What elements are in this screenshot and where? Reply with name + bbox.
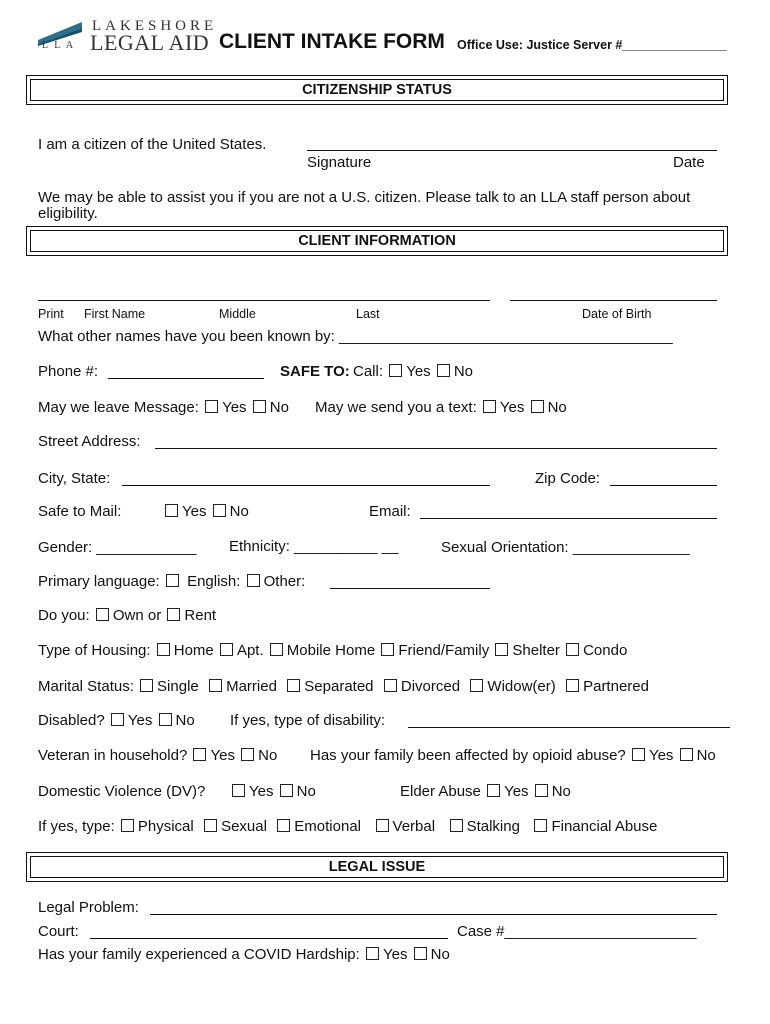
- stalking-label: Stalking: [466, 818, 520, 835]
- sexual-orientation-field[interactable]: Sexual Orientation: ______________: [441, 539, 690, 556]
- court-line[interactable]: [90, 938, 448, 939]
- send-text-label: May we send you a text:: [315, 399, 477, 416]
- other-language-line[interactable]: [330, 588, 490, 589]
- rent-label: Rent: [184, 607, 217, 624]
- disability-type-label: If yes, type of disability:: [230, 712, 386, 729]
- shelter-checkbox[interactable]: [495, 643, 508, 656]
- verbal-checkbox[interactable]: [376, 819, 389, 832]
- zip-label: Zip Code:: [535, 470, 601, 487]
- call-no-checkbox[interactable]: [437, 364, 450, 377]
- language-label: Primary language:: [38, 573, 160, 590]
- yes-label: Yes: [382, 946, 408, 963]
- full-name-line[interactable]: [38, 300, 490, 301]
- citizen-statement: I am a citizen of the United States.: [38, 136, 267, 153]
- friend-family-label: Friend/Family: [398, 642, 490, 659]
- street-line[interactable]: [155, 448, 717, 449]
- legal-problem-label: Legal Problem:: [38, 899, 139, 916]
- email-line[interactable]: [420, 518, 717, 519]
- financial-label: Financial Abuse: [551, 818, 658, 835]
- date-label: Date: [673, 154, 705, 171]
- disability-type-line[interactable]: [408, 727, 730, 728]
- veteran-no-checkbox[interactable]: [241, 748, 254, 761]
- last-name-label: Last: [356, 307, 380, 321]
- no-label: No: [453, 363, 474, 380]
- text-yes-checkbox[interactable]: [483, 400, 496, 413]
- no-label: No: [430, 946, 450, 963]
- disabled-no-checkbox[interactable]: [159, 713, 172, 726]
- text-no-checkbox[interactable]: [531, 400, 544, 413]
- dob-label: Date of Birth: [582, 307, 652, 321]
- first-name-label: First Name: [84, 307, 146, 321]
- yes-label: Yes: [499, 399, 525, 416]
- section-heading: LEGAL ISSUE: [30, 856, 724, 878]
- housing-label: Type of Housing:: [38, 642, 151, 659]
- yes-label: Yes: [504, 783, 529, 800]
- yes-label: Yes: [222, 399, 247, 416]
- home-checkbox[interactable]: [157, 643, 170, 656]
- phone-line[interactable]: [108, 378, 264, 379]
- city-state-label: City, State:: [38, 470, 111, 487]
- middle-name-label: Middle: [219, 307, 256, 321]
- phone-label: Phone #:: [38, 363, 99, 380]
- street-label: Street Address:: [38, 433, 141, 450]
- covid-yes-checkbox[interactable]: [366, 947, 379, 960]
- condo-label: Condo: [583, 642, 628, 659]
- financial-checkbox[interactable]: [534, 819, 547, 832]
- elder-abuse-label: Elder Abuse: [400, 783, 481, 800]
- single-label: Single: [157, 678, 199, 695]
- no-label: No: [547, 399, 567, 416]
- disabled-yes-checkbox[interactable]: [111, 713, 124, 726]
- signature-label: Signature: [307, 154, 372, 171]
- form-title: CLIENT INTAKE FORM: [219, 30, 445, 53]
- other-names-field[interactable]: What other names have you been known by: ________________________________________: [38, 328, 673, 345]
- married-checkbox[interactable]: [209, 679, 222, 692]
- section-heading: CLIENT INFORMATION: [30, 230, 724, 252]
- no-label: No: [269, 399, 289, 416]
- email-label: Email:: [369, 503, 411, 520]
- citizenship-note-cont: eligibility.: [38, 205, 98, 222]
- opioid-no-checkbox[interactable]: [680, 748, 693, 761]
- english-checkbox[interactable]: [247, 574, 260, 587]
- yes-label: Yes: [406, 363, 431, 380]
- apt-checkbox[interactable]: [220, 643, 233, 656]
- safe-to-label: SAFE TO:: [280, 363, 350, 380]
- message-yes-checkbox[interactable]: [205, 400, 218, 413]
- legal-issue-section-header: [26, 852, 728, 882]
- opioid-label: Has your family been affected by opioid abuse?: [310, 747, 626, 764]
- english-label: English:: [187, 573, 241, 590]
- legal-problem-line[interactable]: [150, 914, 717, 915]
- client-info-section-header: [26, 226, 728, 256]
- shelter-label: Shelter: [512, 642, 560, 659]
- veteran-label: Veteran in household?: [38, 747, 188, 764]
- court-label: Court:: [38, 923, 79, 940]
- message-no-checkbox[interactable]: [253, 400, 266, 413]
- mail-no-checkbox[interactable]: [213, 504, 226, 517]
- name-print-label: Print: [38, 307, 64, 321]
- widow-checkbox[interactable]: [470, 679, 483, 692]
- city-state-line[interactable]: [122, 485, 490, 486]
- no-label: No: [258, 747, 278, 764]
- divorced-checkbox[interactable]: [384, 679, 397, 692]
- case-number-field[interactable]: Case #_______________________: [457, 923, 697, 940]
- yes-label: Yes: [127, 712, 153, 729]
- dv-yes-checkbox[interactable]: [232, 784, 245, 797]
- sexual-label: Sexual: [221, 818, 267, 835]
- opioid-yes-checkbox[interactable]: [632, 748, 645, 761]
- safe-mail-label: Safe to Mail:: [38, 503, 122, 520]
- gender-field[interactable]: Gender: ____________: [38, 539, 197, 556]
- no-label: No: [296, 783, 316, 800]
- mail-yes-checkbox[interactable]: [165, 504, 178, 517]
- yes-label: Yes: [648, 747, 674, 764]
- yes-label: Yes: [182, 503, 207, 520]
- ethnicity-field[interactable]: Ethnicity: __________ __: [229, 538, 399, 555]
- marital-label: Marital Status:: [38, 678, 134, 695]
- physical-label: Physical: [137, 818, 194, 835]
- yes-label: Yes: [249, 783, 274, 800]
- logo-abbrev: L L A: [42, 40, 76, 51]
- logo-main-text: LEGAL AID: [90, 30, 210, 55]
- language-checkbox[interactable]: [166, 574, 179, 587]
- zip-line[interactable]: [610, 485, 717, 486]
- mobile-home-label: Mobile Home: [286, 642, 376, 659]
- friend-family-checkbox[interactable]: [381, 643, 394, 656]
- emotional-checkbox[interactable]: [277, 819, 290, 832]
- widow-label: Widow(er): [487, 678, 556, 695]
- citizenship-section-header: [26, 75, 728, 105]
- condo-checkbox[interactable]: [566, 643, 579, 656]
- home-label: Home: [173, 642, 214, 659]
- office-use-field[interactable]: Office Use: Justice Server #_______________: [457, 38, 727, 52]
- elder-no-checkbox[interactable]: [535, 784, 548, 797]
- citizenship-note: We may be able to assist you if you are not a U.S. citizen. Please talk to an LLA staff person about: [38, 189, 691, 206]
- covid-label: Has your family experienced a COVID Hardship:: [38, 946, 360, 963]
- separated-label: Separated: [304, 678, 374, 695]
- partnered-label: Partnered: [583, 678, 649, 695]
- married-label: Married: [226, 678, 277, 695]
- no-label: No: [229, 503, 249, 520]
- covid-no-checkbox[interactable]: [414, 947, 427, 960]
- call-yes-checkbox[interactable]: [389, 364, 402, 377]
- dv-no-checkbox[interactable]: [280, 784, 293, 797]
- signature-line[interactable]: [307, 150, 717, 151]
- dob-line[interactable]: [510, 300, 717, 301]
- call-label: Call:: [353, 363, 384, 380]
- no-label: No: [696, 747, 716, 764]
- abuse-type-label: If yes, type:: [38, 818, 115, 835]
- separated-checkbox[interactable]: [287, 679, 300, 692]
- no-label: No: [175, 712, 195, 729]
- own-label: Own or: [112, 607, 162, 624]
- leave-message-label: May we leave Message:: [38, 399, 199, 416]
- partnered-checkbox[interactable]: [566, 679, 579, 692]
- no-label: No: [551, 783, 571, 800]
- disabled-label: Disabled?: [38, 712, 105, 729]
- logo-top-text: LAKESHORE: [92, 18, 218, 34]
- physical-checkbox[interactable]: [121, 819, 134, 832]
- dv-label: Domestic Violence (DV)?: [38, 783, 206, 800]
- rent-checkbox[interactable]: [167, 608, 180, 621]
- other-label: Other:: [263, 573, 306, 590]
- apt-label: Apt.: [236, 642, 264, 659]
- divorced-label: Divorced: [400, 678, 461, 695]
- do-you-label: Do you:: [38, 607, 90, 624]
- elder-yes-checkbox[interactable]: [487, 784, 500, 797]
- single-checkbox[interactable]: [140, 679, 153, 692]
- emotional-label: Emotional: [294, 818, 361, 835]
- veteran-yes-checkbox[interactable]: [193, 748, 206, 761]
- verbal-label: Verbal: [392, 818, 436, 835]
- stalking-checkbox[interactable]: [450, 819, 463, 832]
- section-heading: CITIZENSHIP STATUS: [30, 79, 724, 101]
- own-checkbox[interactable]: [96, 608, 109, 621]
- mobile-home-checkbox[interactable]: [270, 643, 283, 656]
- yes-label: Yes: [210, 747, 235, 764]
- sexual-checkbox[interactable]: [204, 819, 217, 832]
